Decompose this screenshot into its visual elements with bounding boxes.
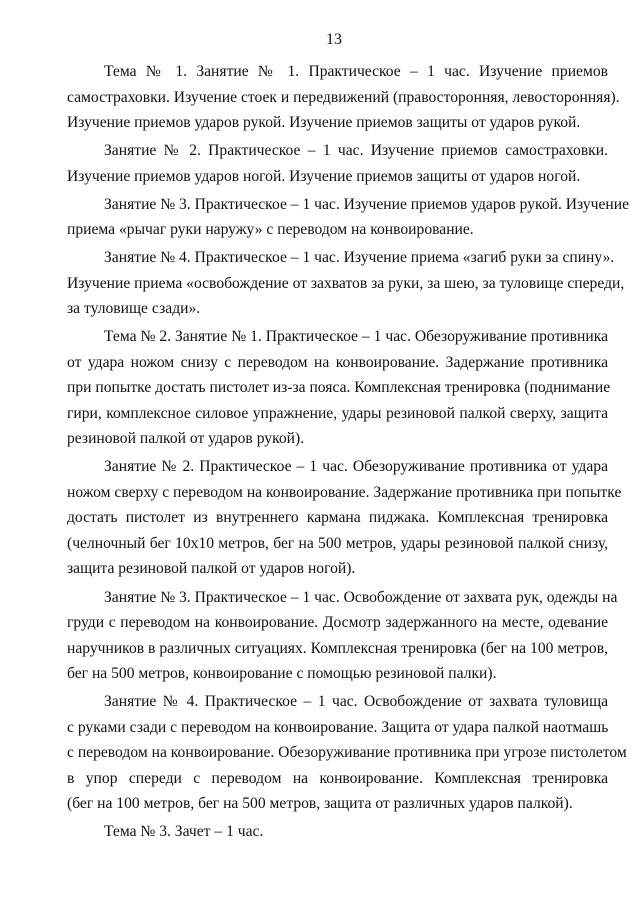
text-line: самостраховки. Изучение стоек и передвижений (правосторонняя, левосторонняя).: [67, 88, 620, 106]
text-line: Тема № 2. Занятие № 1. Практическое – 1 час. Обезоруживание противника: [104, 328, 608, 346]
text-line: резиновой палкой от ударов рукой).: [67, 430, 305, 448]
text-line: за туловище сзади».: [67, 300, 201, 318]
paragraph: [67, 324, 611, 452]
text-line: Занятие № 2. Практическое – 1 час. Изучение приемов самостраховки.: [104, 142, 608, 160]
text-line: приема «рычаг руки наружу» с переводом на конвоирование.: [67, 221, 474, 239]
text-line: защита резиновой палкой от ударов ногой).: [67, 560, 356, 578]
text-line: (бег на 100 метров, бег на 500 метров, защита от различных ударов палкой).: [67, 795, 573, 813]
text-line: Занятие № 4. Практическое – 1 час. Изучение приема «загиб руки за спину».: [104, 249, 615, 267]
text-line: Тема № 1. Занятие № 1. Практическое – 1 час. Изучение приемов: [104, 63, 608, 80]
text-line: от удара ножом снизу с переводом на конвоирование. Задержание противника: [67, 353, 608, 371]
paragraph: [67, 454, 622, 582]
text-line: Тема № 3. Зачет – 1 час.: [104, 823, 264, 841]
text-line: Занятие № 3. Практическое – 1 час. Освобождение от захвата рук, одежды на: [104, 588, 618, 606]
text-line: с руками сзади с переводом на конвоирование. Защита от удара палкой наотмашь: [67, 718, 609, 736]
text-line: гири, комплексное силовое упражнение, удары резиновой палкой сверху, защита: [67, 404, 608, 422]
text-line: в упор спереди с переводом на конвоирование. Комплексная тренировка: [67, 769, 608, 787]
text-line: бег на 500 метров, конвоирование с помощью резиновой палки).: [67, 665, 497, 683]
text-line: Изучение приема «освобождение от захватов за руки, за шею, за туловище спереди,: [67, 274, 625, 292]
text-line: ножом сверху с переводом на конвоирование. Задержание противника при попытке: [67, 483, 622, 501]
text-line: Занятие № 2. Практическое – 1 час. Обезоруживание противника от удара: [104, 458, 608, 476]
text-line: с переводом на конвоирование. Обезоруживание противника при угрозе пистолетом: [67, 744, 627, 762]
page-number: 13: [326, 31, 342, 48]
paragraph: [67, 59, 620, 136]
paragraph: [67, 192, 630, 243]
paragraph: [67, 245, 625, 322]
text-line: наручников в различных ситуациях. Комплексная тренировка (бег на 100 метров,: [67, 639, 608, 657]
paragraph: [67, 585, 618, 687]
text-line: Изучение приемов ударов рукой. Изучение приемов защиты от ударов рукой.: [67, 114, 581, 131]
text-line: Занятие № 3. Практическое – 1 час. Изучение приемов ударов рукой. Изучение: [104, 195, 630, 213]
paragraph: [67, 819, 608, 845]
text-line: при попытке достать пистолет из-за пояса. Комплексная тренировка (поднимание: [67, 379, 611, 397]
text-line: достать пистолет из внутреннего кармана пиджака. Комплексная тренировка: [67, 509, 608, 527]
paragraph: [67, 689, 627, 817]
text-line: Занятие № 4. Практическое – 1 час. Освобождение от захвата туловища: [104, 693, 608, 711]
text-line: (челночный бег 10х10 метров, бег на 500 метров, удары резиновой палкой снизу,: [67, 534, 608, 552]
text-line: груди с переводом на конвоирование. Досмотр задержанного на месте, одевание: [67, 614, 608, 632]
paragraph: [67, 138, 608, 189]
text-line: Изучение приемов ударов ногой. Изучение приемов защиты от ударов ногой.: [67, 167, 581, 185]
document-body: [67, 59, 630, 845]
